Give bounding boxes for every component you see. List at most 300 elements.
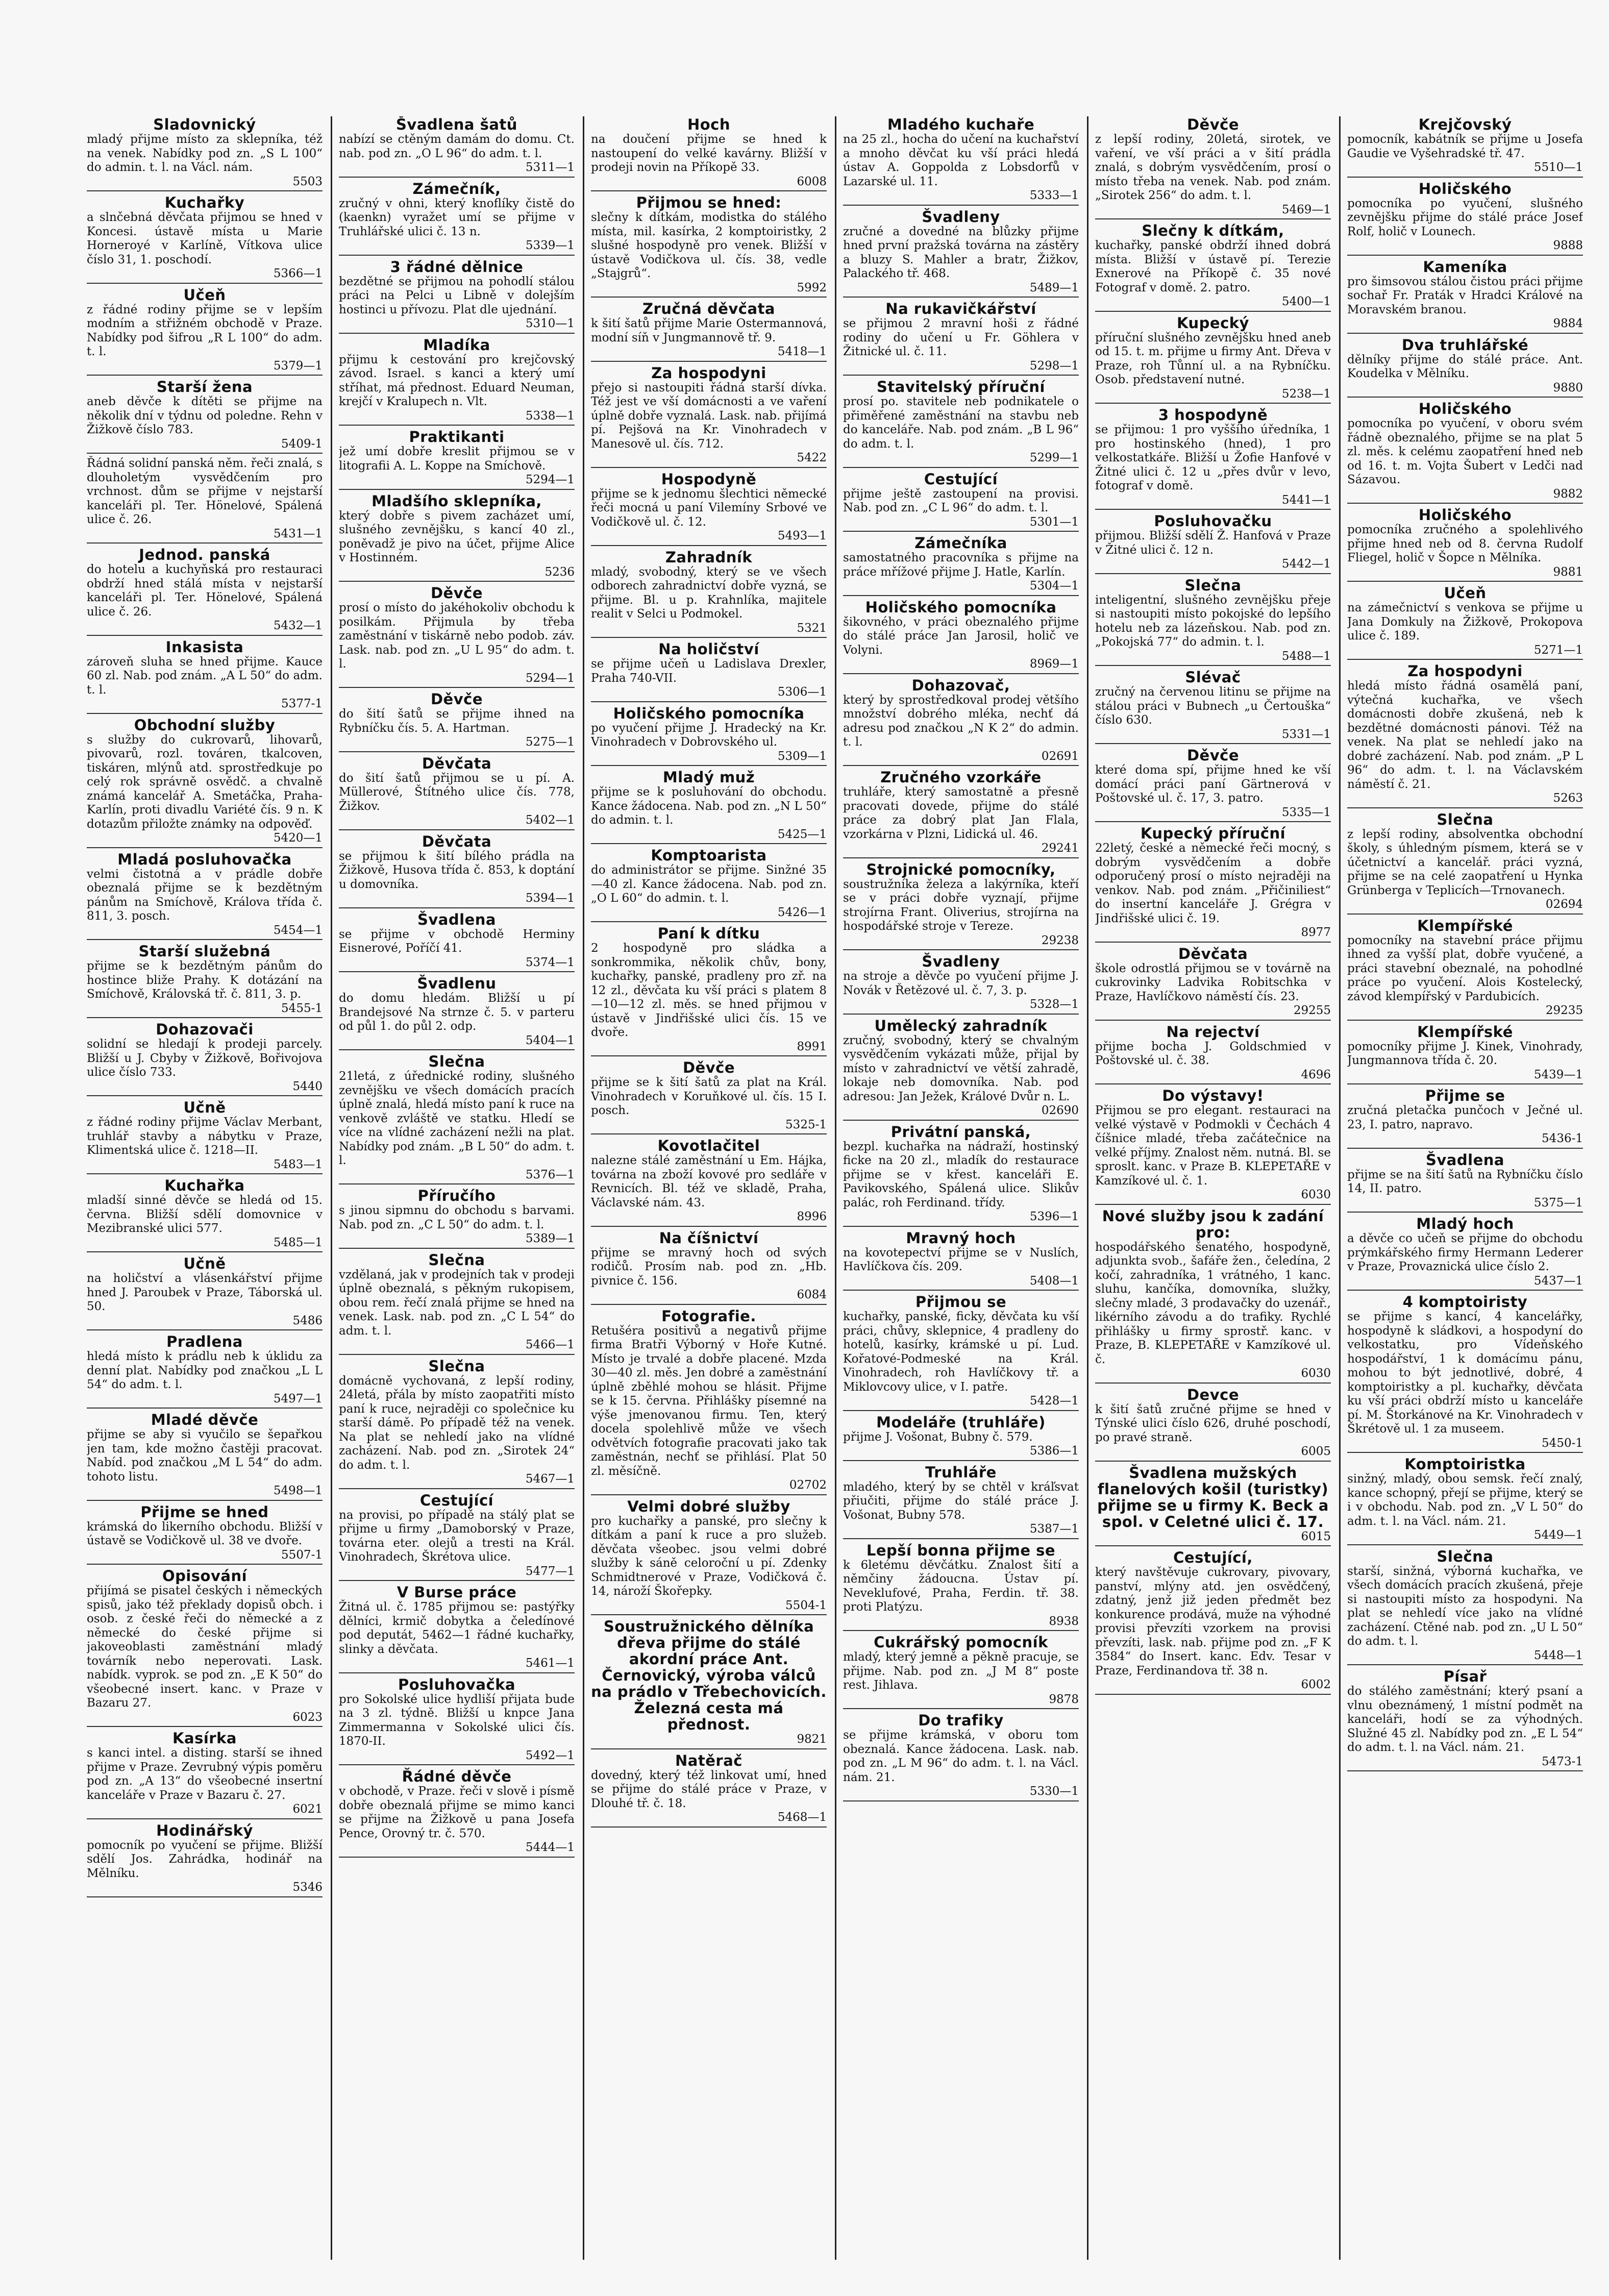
classified-ad	[87, 639, 323, 714]
ad-number: 5468—1	[777, 1811, 827, 1824]
ad-body: zručné a dovedné na blůzky přijme hned první pražská továrna na zástěry a bluzy S. Mahler a bratr, Žižkov, Palackého tř. 468.	[843, 225, 1079, 280]
ad-number: 5294—1	[525, 671, 575, 685]
ad-heading: Mravný hoch	[906, 1229, 1016, 1247]
ad-heading: Hoch	[687, 116, 731, 133]
ad-body: se přijme s kancí, 4 kancelářky, hospodyně k sládkovi, a hospodyní do velkostatku, pro Vídeňského hospodářství, 1 k domácímu pánu, mohou to být jednotlivé, dobré, 4 komptoiristky a pl. kuchařky, děvčata ku vší práci obdrží místo u kanceláře pí. M. Štorkánové na Kr. Vinohradech v Škrétově ul. 1 za museem.	[1347, 1310, 1583, 1436]
ad-number: 5374—1	[525, 955, 575, 969]
classified-ad	[591, 925, 827, 1056]
ad-body: pomocníky přijme J. Kinek, Vinohrady, Jungmannova třída č. 20.	[1347, 1040, 1583, 1067]
ad-number: 5238—1	[1281, 387, 1331, 401]
ad-body: pro kuchařky a panské, pro slečny k dítkám a paní k ruce a pro služeb. děvčata všeobec. jsou velmi dobré služby k sáně celoroční u pí. Zdenky Schmidtnerové v Praze, Vodičková č. 14, nároží Škořepky.	[591, 1514, 827, 1598]
ad-heading: Zámečník,	[412, 180, 501, 197]
ad-body: s jinou sipmnu do obchodu s barvami. Nab. pod zn. „C L 50“ do adm. t. l.	[339, 1204, 575, 1231]
classified-ad	[1095, 315, 1331, 404]
ad-number: 5440	[292, 1079, 323, 1093]
ad-number: 5346	[292, 1881, 323, 1894]
ad-number: 5408—1	[1029, 1274, 1079, 1288]
classified-ad	[1347, 181, 1583, 256]
ad-number: 5321	[797, 621, 827, 635]
ad-heading: Švadlenu	[417, 975, 497, 992]
ad-number: 5236	[544, 565, 575, 579]
ad-body: dělníky přijme do stálé práce. Ant. Koudelka v Mělníku.	[1347, 353, 1583, 380]
ad-number: 5331—1	[1281, 727, 1331, 741]
ad-heading: Sladovnický	[153, 116, 256, 133]
ad-body: přijme se mravný hoch od svých rodičů. Prosím nab. pod zn. „Hb. pivnice č. 156.	[591, 1246, 827, 1288]
ad-body: na kovotepectví přijme se v Nuslích, Havlíčkova čís. 209.	[843, 1246, 1079, 1273]
ad-body: na zámečnictví s venkova se přijme u Jana Domkuly na Žižkově, Prokopova ulice č. 189.	[1347, 601, 1583, 643]
column-4	[843, 116, 1079, 2260]
ad-body: pomocníka po vyučení, slušného zevnějšku přijme do stálé práce Josef Rolf, holič v Lounech.	[1347, 196, 1583, 238]
ad-heading: Švadlena mužských flanelových košil (turistky) přijme se u firmy K. Beck a spol. v Celetné ulici č. 17.	[1097, 1464, 1329, 1530]
ad-number: 29238	[1041, 933, 1079, 947]
ad-number: 5467—1	[525, 1472, 575, 1486]
ad-heading: Krejčovský	[1418, 116, 1512, 133]
classified-ad	[591, 1138, 827, 1227]
classified-ad	[1347, 918, 1583, 1021]
column-divider	[331, 116, 332, 2260]
classified-ad	[591, 847, 827, 922]
classified-ad	[1347, 663, 1583, 808]
ad-heading: Švadleny	[922, 953, 1000, 970]
classified-ad	[1347, 1294, 1583, 1453]
classified-ad	[843, 301, 1079, 376]
ad-heading: Klempířské	[1417, 917, 1513, 934]
ad-body: 2 hospodyně pro sládka a sonkrommika, několik chův, bony, kuchařky, panské, pradleny pro zř. na 12 zl., děvčata ku vší práci s platem 8—10—12 zl. měs. se hned přijmou v ústavě v Jindřišské ulici čís. 15 ve dvoře.	[591, 942, 827, 1039]
ad-heading: Za hospodyni	[1407, 662, 1523, 680]
classified-ad	[339, 755, 575, 830]
classified-ad	[843, 535, 1079, 596]
ad-number: 5489—1	[1029, 281, 1079, 294]
classified-ad	[339, 1188, 575, 1249]
ad-body: zároveň sluha se hned přijme. Kauce 60 zl. Nab. pod znám. „A L 50“ do adm. t. l.	[87, 655, 323, 697]
ad-number: 5298—1	[1029, 359, 1079, 373]
classified-ad	[1095, 577, 1331, 666]
classified-ad	[1095, 1208, 1331, 1384]
ad-body: zručný, svobodný, který se chvalným vysvědčením vykázati může, přijal by místo v zahradnictví ve větší zahradě, lokaje neb domovníka. Nab. pod adresou: Jan Ježek, Králové Dvůr n. L.	[843, 1033, 1079, 1103]
classified-ad	[1347, 1548, 1583, 1666]
ad-body: vzdělaná, jak v prodejních tak v prodeji úplně obeznalá, s pěkným rukopisem, obou rem. řečí znalá přijme se hned na venek. Lask. nab. pod zn. „C L 54“ do adm. t. l.	[339, 1268, 575, 1338]
ad-body: kuchařky, panské, ficky, děvčata ku vší práci, chůvy, sklepnice, 4 pradleny do hotelů, kasírky, krámské u pí. Lud. Kořatové-Podmeské na Král. Vinohradech, roh Havlíčkovy tř. a Miklovcovy ulice, v I. patře.	[843, 1310, 1079, 1394]
ad-body: který navštěvuje cukrovary, pivovary, panství, mlýny atd. jen osvědčený, zdatný, jenž již jeden předmět bez konkurence prodává, muže na výhodné provisi převzíti vzorkem na provisi převzíti, lask. nab. přijme pod zn. „F K 3584“ do Insert. kanc. Edv. Tesar v Praze, Ferdinandova tř. 38 n.	[1095, 1566, 1331, 1677]
ad-heading: Posluhovačka	[398, 1675, 516, 1693]
classified-ad	[339, 691, 575, 752]
classified-ad	[591, 769, 827, 844]
ad-body: se přijmou k šití bílého prádla na Žižkově, Husova třída č. 853, k doptání u domovníka.	[339, 849, 575, 891]
ad-body: na doučení přijme se hned k nastoupení do velké kavárny. Bližší v prodeji novin na Příkopě 33.	[591, 133, 827, 174]
ad-body: pomocník po vyučení se přijme. Bližší sdělí Jos. Zahrádka, hodinář na Mělníku.	[87, 1838, 323, 1880]
ad-number: 5455-1	[281, 1001, 323, 1015]
classified-ad	[1095, 669, 1331, 744]
ad-number: 29255	[1293, 1004, 1331, 1017]
ad-body: přijme se k šití šatů za plat na Král. Vinohradech v Koruňkové ul. čís. 15 I. posch.	[591, 1076, 827, 1117]
classified-ad	[339, 975, 575, 1050]
ad-heading: Slečna	[428, 1357, 485, 1375]
ad-body: který dobře s pivem zacházet umí, slušného zevnějšku, s kancí 40 zl., poněvadž je pivo na účet, přijme Alice v Hostinném.	[339, 509, 575, 564]
ad-heading: Cukrářský pomocník	[874, 1634, 1048, 1651]
ad-number: 5442—1	[1281, 557, 1331, 571]
ad-heading: V Burse práce	[397, 1584, 517, 1601]
ad-heading: Zručného vzorkáře	[880, 769, 1042, 786]
ad-number: 5311—1	[525, 161, 575, 174]
ad-heading: Holičského	[1418, 400, 1512, 417]
ad-number: 5507-1	[281, 1548, 323, 1562]
classified-ad	[87, 851, 323, 941]
ad-heading: Do výstavy!	[1162, 1087, 1264, 1104]
ad-number: 6015	[1301, 1529, 1331, 1543]
ad-number: 5394—1	[525, 892, 575, 905]
classified-ad	[843, 769, 1079, 858]
classified-ad	[87, 1021, 323, 1096]
ad-body: přijme bocha J. Goldschmied v Poštovské ul. č. 38.	[1095, 1040, 1331, 1067]
ad-body: z řádné rodiny přijme se v lepším modním a střižném obchodě v Praze. Nabídky pod šifrou „R L 100“ do adm. t. l.	[87, 303, 323, 358]
classified-ad	[339, 1676, 575, 1766]
classified-ad	[843, 1542, 1079, 1632]
ad-body: přejo si nastoupiti řádná starší dívka. Též jest ve vší domácnosti a ve vaření úplně dobře vyznalá. Lask. nab. přijímá pí. Pejšová na Kr. Vinohradech v Manesově ul. čís. 712.	[591, 381, 827, 451]
classified-ad	[591, 301, 827, 362]
ad-heading: Kupecký příruční	[1140, 825, 1286, 842]
ad-number: 5510—1	[1533, 161, 1583, 174]
ad-heading: Hodinářský	[156, 1821, 253, 1839]
classified-ad	[1347, 811, 1583, 915]
ad-body: z lepší rodiny, 20letá, sirotek, ve vaření, ve vší práci a v šití prádla znalá, s dobrým vysvědčením, prosí o místo třeba na venek. Nab. pod znám. „Sirotek 256“ do adm. t. l.	[1095, 133, 1331, 202]
ad-body: samostatného pracovníka s přijme na práce mřížové přijme J. Hatle, Karlín.	[843, 551, 1079, 579]
ad-body: starší, sinžná, výborná kuchařka, ve všech domácích pracích zkušená, přeje si nastoupiti místo za hospodyni. Na plat se nehledí více jako na vlídné zacházení. Ctěné nab. pod zn. „U L 50“ do adm. t. l.	[1347, 1564, 1583, 1648]
ad-body: do šití šatů přijmou se u pí. A. Müllerové, Štítného ulice čís. 778, Žižkov.	[339, 771, 575, 813]
ad-heading: 3 hospodyně	[1158, 406, 1268, 424]
ad-heading: Privátní panská,	[890, 1123, 1031, 1141]
classified-ad	[1347, 1088, 1583, 1149]
classified-ad	[339, 1358, 575, 1489]
ad-heading: Učně	[183, 1099, 226, 1116]
ad-number: 5379—1	[273, 359, 323, 373]
ad-heading: Řádné děvče	[402, 1768, 512, 1785]
classified-ad	[1347, 116, 1583, 178]
classified-ad	[87, 1412, 323, 1501]
classified-ad	[1095, 946, 1331, 1021]
ad-heading: Klempířské	[1417, 1023, 1513, 1041]
ad-body: hledá místo k prádlu neb k úklidu za denní plat. Nabídky pod značkou „L L 54“ do adm. t. l.	[87, 1350, 323, 1391]
ad-heading: Kupecký	[1177, 314, 1249, 332]
ad-number: 5333—1	[1029, 189, 1079, 202]
ad-number: 5366—1	[273, 267, 323, 280]
ad-number: 5409-1	[281, 437, 323, 451]
ad-number: 5497—1	[273, 1392, 323, 1405]
classified-ad	[339, 833, 575, 908]
ad-body: Žitná ul. č. 1785 přijmou se: pastýřky dělníci, krmič dobytka a čeledínové pod deputát, 5462—1 řádné kuchařky, slinky a děvčata.	[339, 1600, 575, 1656]
ad-body: kuchařky, panské obdrží ihned dobrá místa. Bližší v ústavě pí. Terezie Exnerové na Příkopě č. 35 nové Fotograf v domě. 2. patro.	[1095, 239, 1331, 294]
classified-ad	[1095, 1024, 1331, 1085]
classified-ad	[87, 1568, 323, 1727]
ad-heading: Slečna	[428, 1053, 485, 1070]
classified-ad	[87, 1177, 323, 1252]
classified-ad	[339, 911, 575, 973]
ad-heading: Slečna	[1437, 1547, 1494, 1565]
ad-heading: Pradlena	[166, 1333, 243, 1350]
ad-heading: Devce	[1186, 1386, 1239, 1403]
ad-body: inteligentní, slušného zevnějšku přeje si nastoupiti místo pokojské do lepšího hotelu neb za lázeňskou. Nab. pod zn. „Pokojská 77“ do admin. t. l.	[1095, 593, 1331, 649]
classified-ad	[1095, 825, 1331, 943]
classified-ad	[843, 1230, 1079, 1291]
ad-number: 5325-1	[785, 1118, 827, 1131]
ad-body: hledá místo řádná osamělá paní, výtečná kuchařka, ve všech domácnosti dobře zkušená, neb k bezdětné domácnosti pánovi. Též na venek. Na plat se nehledí jako na dobré zacházení. Nab. pod znám. „P L 96“ do adm. t. l. na Václavském náměstí č. 21.	[1347, 679, 1583, 791]
ad-body: k 6letému děvčátku. Znalost šití a němčiny žádoucna. Ústav pí. Neveklufové, Praha, Ferdin. tř. 38. proti Platýzu.	[843, 1558, 1079, 1614]
ad-number: 5444—1	[525, 1841, 575, 1854]
ad-number: 5422	[797, 451, 827, 464]
ad-number: 02690	[1041, 1104, 1079, 1117]
ad-number: 9881	[1553, 565, 1583, 579]
classified-ad	[87, 1099, 323, 1174]
ad-number: 5306—1	[777, 685, 827, 699]
ad-number: 5335—1	[1281, 805, 1331, 819]
classified-ad	[843, 1634, 1079, 1709]
ad-number: 5431—1	[273, 527, 323, 540]
ad-number: 5432—1	[273, 619, 323, 632]
classified-ad	[339, 116, 575, 178]
ad-body: přijme se k jednomu šlechtici německé řeči mocná u paní Vilemíny Srbové ve Vodičkově ul. č. 12.	[591, 487, 827, 529]
ad-number: 6008	[797, 175, 827, 188]
classified-ad	[1347, 1152, 1583, 1213]
ad-number: 5503	[292, 175, 323, 188]
ad-heading: Přijmou se hned:	[636, 194, 782, 211]
classified-ad	[339, 181, 575, 256]
ad-heading: Obchodní služby	[134, 716, 276, 734]
ad-number: 02702	[789, 1478, 827, 1492]
ad-heading: Holičského	[1418, 506, 1512, 524]
ad-heading: Kuchařky	[164, 194, 245, 211]
ad-number: 6030	[1301, 1367, 1331, 1380]
ad-number: 5461—1	[525, 1657, 575, 1670]
ad-body: prosí po. stavitele neb podnikatele o přiměřené zaměstnání na stavbu neb do kanceláře. Nab. pod znám. „B L 96“ do adm. t. l.	[843, 395, 1079, 451]
ad-number: 5498—1	[273, 1484, 323, 1497]
ad-heading: Stavitelský příruční	[877, 378, 1045, 396]
ad-heading: Písař	[1443, 1668, 1487, 1685]
ad-number: 6002	[1301, 1678, 1331, 1691]
ad-heading: 4 komptoiristy	[1402, 1293, 1528, 1311]
classified-ad	[1095, 1549, 1331, 1695]
classified-ad	[843, 861, 1079, 951]
ad-heading: Cestující	[419, 1491, 494, 1509]
ad-number: 5439—1	[1533, 1068, 1583, 1081]
ad-number: 5404—1	[525, 1033, 575, 1047]
classified-ad	[1347, 585, 1583, 660]
ad-number: 5328—1	[1029, 998, 1079, 1011]
ad-number: 5492—1	[525, 1748, 575, 1762]
ad-body: Retušéra positivů a negativů přijme firma Bratři Výborný v Hoře Kutné. Místo je trvalé a dobře placené. Mzda 30—40 zl. měs. Jen dobré a zaměstnání úplně zběhlé mohou se hlásit. Přijme se k 15. června. Přihlášky písemné na výše jmenovanou firmu. Ten, který docela spolehlivě může ve všech odvětvích fotografie pracovati jako tak zaměstnán, nechť se přihlásí. Plat 50 zl. měsíčně.	[591, 1324, 827, 1478]
ad-number: 5488—1	[1281, 649, 1331, 663]
ad-number: 5396—1	[1029, 1210, 1079, 1223]
ad-body: pomocníky na stavební práce přijmu ihned za vyšší plat, dobře vyučené, a práci stavební obeznalé, na pohodlné práce po vyučení. Alois Kostelecký, závod klempířský v Pardubicích.	[1347, 933, 1583, 1003]
ad-number: 02691	[1041, 749, 1079, 763]
classified-ad	[591, 705, 827, 767]
ad-body: se přijme krámská, v oboru tom obeznalá. Kance žádocena. Lask. nab. pod zn. „L M 96“ do adm. t. l. na Václ. nám. 21.	[843, 1729, 1079, 1784]
ad-heading: Kuchařka	[164, 1177, 245, 1194]
ad-heading: Učeň	[1444, 584, 1487, 602]
ad-number: 9878	[1049, 1692, 1079, 1706]
ad-body: hospodářského šenatého, hospodyně, adjunkta svob., šafáře žen., čeledína, 2 kočí, zahradníka, 1 vrátného, 1 kanc. sluhu, kančíka, domovníka, služky, slečny mladé, 3 prodavačky do uzenář., likérního závodu a do trafiky. Rychlé přihlášky u firmy sprostř. kanc. v Praze, B. KLEPETAŘE v Kamzíkové ul. č.	[1095, 1240, 1331, 1366]
ad-number: 5469—1	[1281, 203, 1331, 216]
ad-heading: Cestující,	[1173, 1549, 1253, 1566]
ad-heading: Nové služby jsou k zadání pro:	[1102, 1207, 1324, 1241]
ad-body: prosí o místo do jakéhokoliv obchodu k posilkám. Přijmula by třeba zaměstnání v tiskárně nebo podob. záv. Lask. nab. pod zn. „U L 95“ do adm. t. l.	[339, 601, 575, 671]
classified-ad	[339, 1053, 575, 1184]
classified-ad	[843, 953, 1079, 1015]
ad-number: 6005	[1301, 1445, 1331, 1458]
ad-number: 5992	[797, 281, 827, 294]
classified-ad	[843, 209, 1079, 298]
classified-ad	[843, 1464, 1079, 1539]
classified-ad	[87, 1504, 323, 1565]
classified-ad	[843, 1294, 1079, 1411]
ad-number: 5425—1	[777, 827, 827, 841]
ad-number: 9884	[1553, 317, 1583, 330]
ad-body: nabízí se ctěným damám do domu. Ct. nab. pod zn. „O L 96“ do adm. t. l.	[339, 133, 575, 160]
classified-ad	[591, 1498, 827, 1616]
classified-ad	[339, 1492, 575, 1582]
ad-number: 5299—1	[1029, 451, 1079, 464]
ad-body: do stálého zaměstnání; který psaní a vlnu obeznámený, 1 místní podmět na kanceláři, hodí se za výhodných. Služné 45 zl. Nabídky pod zn. „E L 54“ do adm. t. l. na Václ. nám. 21.	[1347, 1685, 1583, 1754]
ad-number: 29235	[1545, 1004, 1583, 1017]
ad-heading: Švadleny	[922, 208, 1000, 226]
ad-body: a slnčebná děvčata přijmou se hned v Koncesi. ústavě místa u Marie Horneroyé v Karlíně, Vítkova ulice číslo 31, 1. poschodí.	[87, 211, 323, 266]
ad-body: který by sprostředkoval prodej většího množství dobrého mléka, nechť dá adresu pod značkou „N K 2“ do admin. t. l.	[843, 693, 1079, 749]
classified-ad	[1347, 507, 1583, 582]
column-1	[87, 116, 323, 2260]
ad-body: pro Sokolské ulice hydliší přijata bude na 3 zl. týdně. Bližší u knpce Jana Zimmermanna v Sokolské ulici čís. 1870-II.	[339, 1692, 575, 1748]
ad-number: 5275—1	[525, 735, 575, 749]
ad-heading: Mladý muž	[662, 769, 755, 786]
ad-heading: Na rukavičkářství	[885, 300, 1036, 317]
classified-ad	[339, 1768, 575, 1858]
ad-heading: Švadlena	[1426, 1151, 1504, 1169]
ad-heading: Starší žena	[156, 378, 253, 396]
ad-number: 5485—1	[273, 1236, 323, 1249]
ad-heading: Holičského	[1418, 180, 1512, 197]
ad-number: 5448—1	[1533, 1648, 1583, 1662]
ad-body: mladý, svobodný, který se ve všech odborech zahradnictví dobře vyzná, se přijme. Bl. u p. Krahnlíka, majitele realit v Selci u Podmokel.	[591, 565, 827, 621]
ad-heading: Zámečníka	[914, 534, 1007, 552]
ad-heading: Děvče	[1186, 747, 1239, 764]
ad-heading: Opisování	[162, 1567, 247, 1585]
classified-ad	[339, 1584, 575, 1673]
ad-body: mladý, který jemně a pěkně pracuje, se přijme. Nab. pod zn. „J M 8“ poste rest. Jihlava.	[843, 1650, 1079, 1692]
column-divider	[835, 116, 836, 2260]
classified-ad	[1347, 1024, 1583, 1085]
ad-heading: Natěrač	[675, 1751, 742, 1769]
ad-heading: Děvče	[430, 584, 483, 602]
ad-heading: Cestující	[924, 470, 998, 488]
classified-ad	[87, 116, 323, 191]
classified-ad	[1347, 259, 1583, 334]
classified-ad	[591, 1752, 827, 1828]
ad-heading: Lepší bonna přijme se	[866, 1541, 1056, 1559]
ad-body: zručná pletačka punčoch v Ječné ul. 23, I. patro, napravo.	[1347, 1104, 1583, 1131]
ad-heading: Umělecký zahradník	[874, 1017, 1048, 1034]
ad-number: 5389—1	[525, 1232, 575, 1245]
classified-ad	[339, 259, 575, 334]
ad-number: 6084	[797, 1288, 827, 1301]
ad-heading: Jednod. panská	[139, 546, 270, 563]
ad-number: 5400—1	[1281, 295, 1331, 308]
ad-number: 5437—1	[1533, 1274, 1583, 1288]
ad-body: a děvče co učeň se přijme do obchodu prýmkářského firmy Hermann Lederer v Praze, Provaznická ulice číslo 2.	[1347, 1232, 1583, 1273]
ad-body: s služby do cukrovarů, lihovarů, pivovarů, rozl. továren, tkalcoven, tiskáren, mlýnů atd. sprostředkuje po celý rok správně osvědč. a chvalně známá kancelář A. Smetáčka, Praha-Karlín, proti divadlu Variété čís. 9 n. K dotazům přiložte známky na odpověď.	[87, 733, 323, 831]
classified-ad	[1095, 223, 1331, 312]
ad-heading: Na holičství	[658, 640, 759, 658]
ad-heading: Posluhovačku	[1154, 512, 1272, 530]
ad-number: 5450-1	[1542, 1436, 1583, 1450]
classified-ad	[1095, 116, 1331, 219]
ad-heading: Holičského pomocníka	[613, 704, 805, 722]
ad-body: příruční slušného zevnějšku hned aneb od 15. t. m. přijme u firmy Ant. Dřeva v Praze, roh Tůnní ul. a na Rybníčku. Osob. představení nutné.	[1095, 331, 1331, 386]
ad-body: zručný na červenou litinu se přijme na stálou práci v Bubnech „u Čertouška“ číslo 630.	[1095, 685, 1331, 727]
ad-heading: Paní k dítku	[657, 925, 760, 942]
ad-heading: Do trafiky	[918, 1712, 1004, 1729]
ad-body: na stroje a děvče po vyučení přijme J. Novák v Řetězové ul. č. 7, 3. p.	[843, 970, 1079, 997]
classified-ad	[1347, 337, 1583, 398]
ad-number: 5376—1	[525, 1168, 575, 1181]
ad-body: solidní se hledají k prodeji parcely. Bližší u J. Cbyby v Žižkově, Bořivojova ulice číslo 733.	[87, 1038, 323, 1079]
ad-number: 5504-1	[785, 1598, 827, 1612]
classified-ad	[1347, 1216, 1583, 1291]
ad-body: do šití šatů se přijme ihned na Rybníčku čís. 5. A. Hartman.	[339, 707, 575, 735]
ad-number: 5486	[292, 1314, 323, 1327]
ad-number: 9888	[1553, 239, 1583, 252]
ad-number: 6021	[292, 1803, 323, 1816]
ad-body: mladého, který by se chtěl v kráľsvat přiučiti, přijme do stálé práce J. Vošonat, Bubny 578.	[843, 1480, 1079, 1522]
ad-heading: Mladý hoch	[1416, 1215, 1514, 1232]
ad-body: které doma spí, přijme hned ke vší domácí práci paní Gärtnerová v Poštovské ul. č. 17, 3. patro.	[1095, 763, 1331, 805]
ad-body: přijme se k posluhování do obchodu. Kance žádocena. Nab. pod zn. „N L 50“ do admin. t. l.	[591, 785, 827, 827]
ad-body: mladý přijme místo za sklepníka, též na venek. Nabídky pod zn. „S L 100“ do admin. t. l. na Václ. nám.	[87, 133, 323, 174]
ad-body: zručný v ohni, který knoflíky čistě do (kaenkn) vyražet umí se přijme v Truhlářské ulici č. 13 n.	[339, 196, 575, 238]
ad-body: do hotelu a kuchyňská pro restauraci obdrží hned stálá místa v nejstarší kanceláři pl. Ter. Hönelové, Spálená ulice č. 26.	[87, 563, 323, 619]
classified-ad	[87, 1255, 323, 1330]
column-6	[1347, 116, 1583, 2260]
ad-number: 5428—1	[1029, 1394, 1079, 1408]
ad-heading: Mladé děvče	[151, 1411, 259, 1428]
ad-number: 5426—1	[777, 905, 827, 919]
ad-heading: Slečny k dítkám,	[1142, 222, 1284, 239]
ad-number: 5420—1	[273, 831, 323, 845]
ad-heading: Na rejectví	[1166, 1023, 1260, 1041]
classified-ad	[1095, 1387, 1331, 1462]
classified-ad	[843, 599, 1079, 674]
ad-body: na 25 zl., hocha do učení na kuchařství a mnoho děvčat ku vší práci hledá ústav A. Goppolda z Lobsdorfů v Lazarské ul. 11.	[843, 133, 1079, 188]
ad-heading: Kameníka	[1423, 258, 1507, 276]
ad-body: pomocník, kabátník se přijme u Josefa Gaudie ve Vyšehradské tř. 47.	[1347, 133, 1583, 160]
ad-body: přijmou. Bližší sdělí Ž. Hanfová v Praze v Žitné ulici č. 12 n.	[1095, 529, 1331, 557]
ad-body: přijme se k bezdětným pánům do hostince bliže Prahy. K dotázání na Smíchově, Královská tř. č. 811, 3. p.	[87, 959, 323, 1001]
classified-ad	[87, 717, 323, 848]
ad-number: 5330—1	[1029, 1785, 1079, 1798]
ad-heading: Učeň	[183, 286, 226, 304]
ad-body: k šití šatů přijme Marie Ostermannová, modní síň v Jungmannově tř. 9.	[591, 317, 827, 344]
ad-heading: Mladíka	[423, 336, 490, 354]
ad-body: bezpl. kuchařka na nádraží, hostinský ficke na 20 zl., mladík do restaurace přijme se v křest. kanceláři E. Pavikovského, Spálená ulice. Slikův palác, roh Ferdinand. třídy.	[843, 1140, 1079, 1209]
ad-body: v obchodě, v Praze. řeči v slově i písmě dobře obeznalá přijme se mimo kanci se přijme na Žižkově u pana Josefa Pence, Orovný tr. č. 570.	[339, 1785, 575, 1840]
column-divider	[583, 116, 584, 2260]
ad-body: přijme se na šití šatů na Rybníčku číslo 14, II. patro.	[1347, 1168, 1583, 1195]
ad-body: na holičství a vlásenkářství přijme hned J. Paroubek v Praze, Táborská ul. 50.	[87, 1272, 323, 1313]
ad-body: 21letá, z úřednické rodiny, slušného zevnějšku ve všech domácích pracích úplně znalá, hledá místo paní k ruce na venkově zvláště ve statku. Hledí se více na vlídné zacházení nežli na plat. Nabídky pod znám. „B L 50“ do adm. t. l.	[339, 1070, 575, 1167]
ad-heading: Komptoiristka	[1404, 1455, 1526, 1473]
ad-heading: Modeláře (truhláře)	[876, 1413, 1046, 1431]
ad-number: 5418—1	[777, 345, 827, 358]
ad-heading: Holičského pomocníka	[865, 598, 1057, 616]
column-divider	[1339, 116, 1341, 2260]
ad-heading: Zručná děvčata	[642, 300, 775, 317]
ad-heading: Strojnické pomocníky,	[866, 860, 1056, 878]
